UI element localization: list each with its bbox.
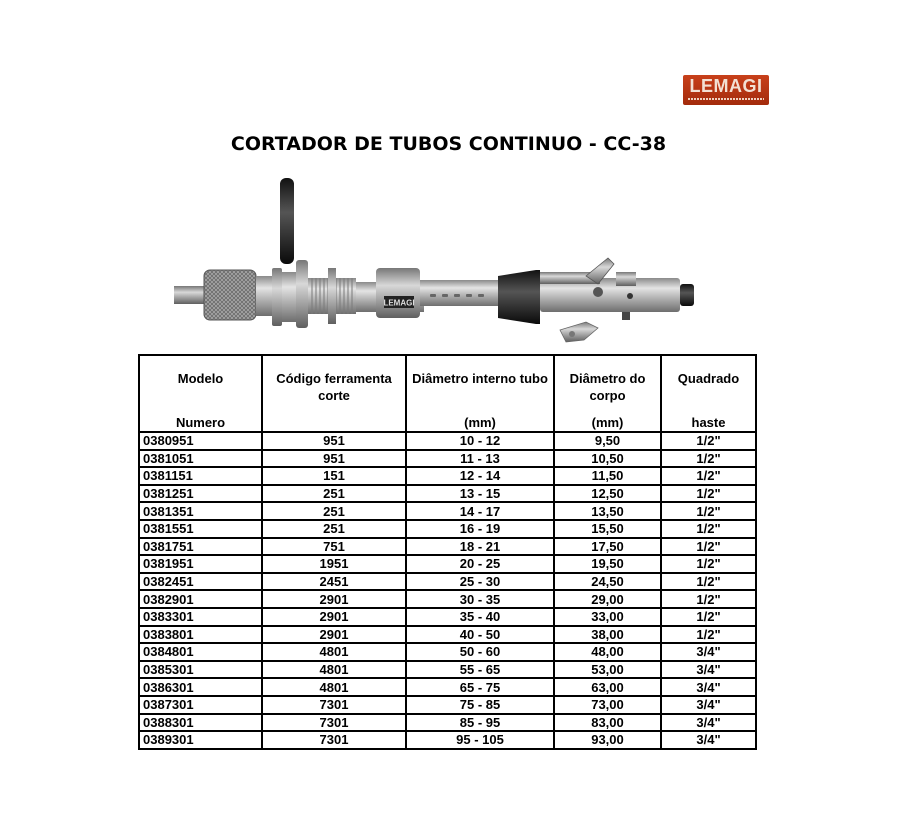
codigo-cell: 251 — [262, 502, 406, 520]
header-codigo — [262, 355, 406, 432]
square-drive — [174, 286, 206, 304]
svg-text:LEMAGI: LEMAGI — [383, 298, 415, 308]
modelo-cell: 0381951 — [139, 555, 262, 573]
diametro-interno-cell: 85 - 95 — [406, 714, 554, 732]
modelo-cell: 0380951 — [139, 432, 262, 450]
header-label: Código ferramenta corte — [276, 371, 392, 403]
quadrado-cell: 3/4" — [661, 678, 756, 696]
table-header-row — [139, 355, 756, 432]
modelo-cell: 0381251 — [139, 485, 262, 503]
header-diametro-corpo — [554, 355, 661, 432]
diametro-interno-cell: 16 - 19 — [406, 520, 554, 538]
diametro-interno-cell: 40 - 50 — [406, 626, 554, 644]
codigo-cell: 7301 — [262, 714, 406, 732]
header-label: Quadrado — [677, 371, 740, 386]
quadrado-cell: 3/4" — [661, 661, 756, 679]
codigo-cell: 4801 — [262, 661, 406, 679]
diametro-corpo-cell: 38,00 — [554, 626, 661, 644]
codigo-cell: 951 — [262, 450, 406, 468]
diametro-interno-cell: 50 - 60 — [406, 643, 554, 661]
diametro-corpo-cell: 17,50 — [554, 538, 661, 556]
quadrado-cell: 1/2" — [661, 467, 756, 485]
diametro-interno-cell: 20 - 25 — [406, 555, 554, 573]
quadrado-cell: 3/4" — [661, 643, 756, 661]
codigo-cell: 251 — [262, 485, 406, 503]
table-row — [139, 450, 756, 468]
modelo-cell: 0384801 — [139, 643, 262, 661]
modelo-cell: 0385301 — [139, 661, 262, 679]
quadrado-cell: 1/2" — [661, 432, 756, 450]
quadrado-cell: 3/4" — [661, 696, 756, 714]
header-diametro-interno — [406, 355, 554, 432]
diametro-interno-cell: 14 - 17 — [406, 502, 554, 520]
table-row — [139, 555, 756, 573]
header-modelo — [139, 355, 262, 432]
table-row — [139, 573, 756, 591]
table-row — [139, 485, 756, 503]
codigo-cell: 7301 — [262, 696, 406, 714]
quadrado-cell: 1/2" — [661, 538, 756, 556]
table-row — [139, 626, 756, 644]
diametro-interno-cell: 30 - 35 — [406, 590, 554, 608]
diametro-interno-cell: 11 - 13 — [406, 450, 554, 468]
modelo-cell: 0381151 — [139, 467, 262, 485]
diametro-interno-cell: 55 - 65 — [406, 661, 554, 679]
table-row — [139, 608, 756, 626]
lemagi-logo — [683, 75, 769, 105]
codigo-cell: 4801 — [262, 643, 406, 661]
header-sublabel: (mm) — [591, 415, 624, 430]
modelo-cell: 0383301 — [139, 608, 262, 626]
diametro-corpo-cell: 11,50 — [554, 467, 661, 485]
table-row — [139, 731, 756, 749]
codigo-cell: 7301 — [262, 731, 406, 749]
diametro-corpo-cell: 48,00 — [554, 643, 661, 661]
table-row — [139, 432, 756, 450]
diametro-corpo-cell: 12,50 — [554, 485, 661, 503]
table-row — [139, 661, 756, 679]
table-row — [139, 467, 756, 485]
table-row — [139, 696, 756, 714]
diametro-corpo-cell: 83,00 — [554, 714, 661, 732]
codigo-cell: 2901 — [262, 590, 406, 608]
diametro-corpo-cell: 24,50 — [554, 573, 661, 591]
codigo-cell: 951 — [262, 432, 406, 450]
header-sublabel: Numero — [175, 415, 226, 430]
quadrado-cell: 1/2" — [661, 555, 756, 573]
modelo-cell: 0387301 — [139, 696, 262, 714]
codigo-cell: 751 — [262, 538, 406, 556]
table-row — [139, 643, 756, 661]
codigo-cell: 4801 — [262, 678, 406, 696]
quadrado-cell: 1/2" — [661, 520, 756, 538]
logo-text: LEMAGI — [689, 76, 763, 96]
diametro-interno-cell: 75 - 85 — [406, 696, 554, 714]
diametro-interno-cell: 10 - 12 — [406, 432, 554, 450]
table-row — [139, 538, 756, 556]
diametro-corpo-cell: 29,00 — [554, 590, 661, 608]
quadrado-cell: 1/2" — [661, 485, 756, 503]
black-cone — [498, 270, 540, 324]
diametro-corpo-cell: 9,50 — [554, 432, 661, 450]
modelo-cell: 0386301 — [139, 678, 262, 696]
cutter-blade — [560, 322, 598, 342]
diametro-corpo-cell: 19,50 — [554, 555, 661, 573]
diametro-interno-cell: 95 - 105 — [406, 731, 554, 749]
modelo-cell: 0381551 — [139, 520, 262, 538]
modelo-cell: 0382901 — [139, 590, 262, 608]
specification-table — [138, 354, 757, 750]
codigo-cell: 151 — [262, 467, 406, 485]
modelo-cell: 0381051 — [139, 450, 262, 468]
header-label: Diâmetro do corpo — [569, 371, 646, 403]
header-sublabel: (mm) — [464, 415, 496, 430]
header-label: Modelo — [177, 371, 224, 386]
header-quadrado — [661, 355, 756, 432]
codigo-cell: 2901 — [262, 608, 406, 626]
diametro-interno-cell: 12 - 14 — [406, 467, 554, 485]
quadrado-cell: 3/4" — [661, 714, 756, 732]
table-row — [139, 714, 756, 732]
table-row — [139, 520, 756, 538]
diametro-interno-cell: 35 - 40 — [406, 608, 554, 626]
diametro-interno-cell: 65 - 75 — [406, 678, 554, 696]
quadrado-cell: 1/2" — [661, 450, 756, 468]
slotted-shaft — [420, 280, 500, 306]
quadrado-cell: 1/2" — [661, 590, 756, 608]
diametro-corpo-cell: 15,50 — [554, 520, 661, 538]
modelo-cell: 0388301 — [139, 714, 262, 732]
handle — [280, 178, 294, 264]
quadrado-cell: 1/2" — [661, 502, 756, 520]
diametro-interno-cell: 18 - 21 — [406, 538, 554, 556]
modelo-cell: 0381351 — [139, 502, 262, 520]
quadrado-cell: 1/2" — [661, 573, 756, 591]
codigo-cell: 251 — [262, 520, 406, 538]
modelo-cell: 0389301 — [139, 731, 262, 749]
diametro-corpo-cell: 93,00 — [554, 731, 661, 749]
modelo-cell: 0383801 — [139, 626, 262, 644]
diametro-corpo-cell: 33,00 — [554, 608, 661, 626]
quadrado-cell: 1/2" — [661, 608, 756, 626]
quadrado-cell: 3/4" — [661, 731, 756, 749]
modelo-cell: 0382451 — [139, 573, 262, 591]
header-sublabel: haste — [691, 415, 726, 430]
knurled-knob — [204, 270, 256, 320]
table-row — [139, 678, 756, 696]
diametro-interno-cell: 25 - 30 — [406, 573, 554, 591]
table-row — [139, 590, 756, 608]
table-row — [139, 502, 756, 520]
diametro-corpo-cell: 10,50 — [554, 450, 661, 468]
codigo-cell: 2451 — [262, 573, 406, 591]
diametro-corpo-cell: 53,00 — [554, 661, 661, 679]
diametro-interno-cell: 13 - 15 — [406, 485, 554, 503]
logo-tagline-stripe — [688, 98, 764, 100]
modelo-cell: 0381751 — [139, 538, 262, 556]
diametro-corpo-cell: 13,50 — [554, 502, 661, 520]
codigo-cell: 1951 — [262, 555, 406, 573]
diametro-corpo-cell: 73,00 — [554, 696, 661, 714]
page-title: CORTADOR DE TUBOS CONTINUO - CC-38 — [230, 133, 667, 155]
diametro-corpo-cell: 63,00 — [554, 678, 661, 696]
codigo-cell: 2901 — [262, 626, 406, 644]
header-label: Diâmetro interno tubo — [412, 371, 548, 386]
pipe-cutter-image — [168, 172, 708, 362]
quadrado-cell: 1/2" — [661, 626, 756, 644]
